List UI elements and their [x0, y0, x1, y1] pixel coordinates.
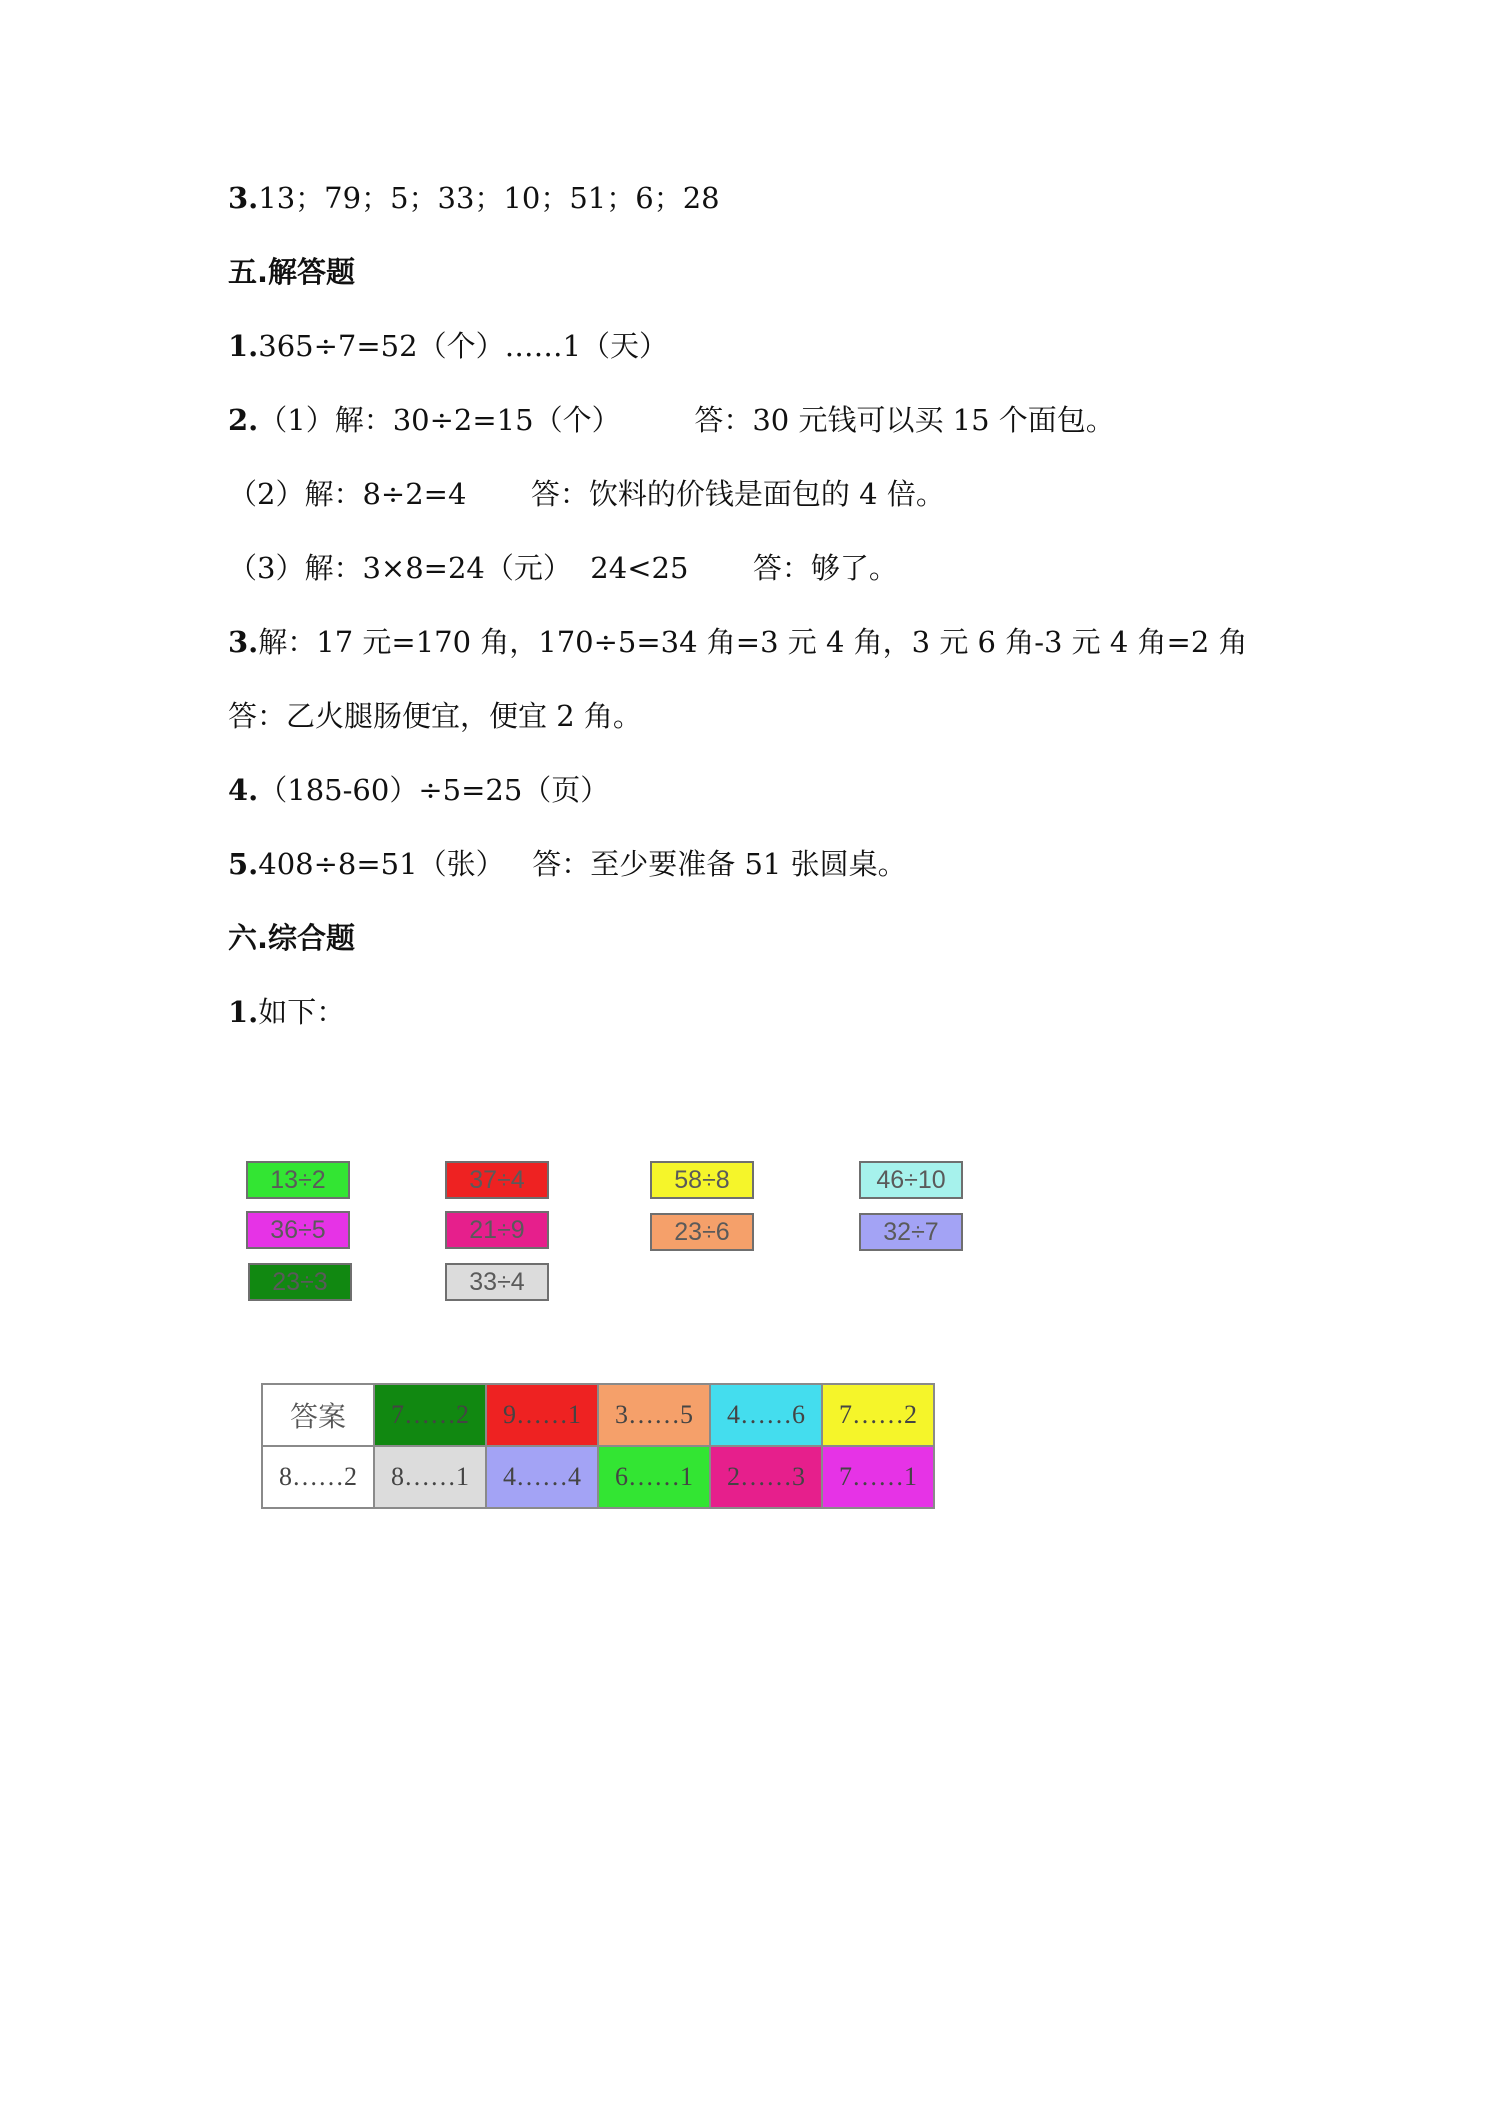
expression-box: 23÷3 [248, 1263, 352, 1301]
answer-line: 1.如下： [228, 995, 346, 1029]
expression-box: 58÷8 [650, 1161, 754, 1199]
table-header-cell: 答案 [262, 1384, 374, 1446]
table-row [262, 1384, 934, 1446]
expression-box: 32÷7 [859, 1213, 963, 1251]
expression-box: 21÷9 [445, 1211, 549, 1249]
expression-box: 23÷6 [650, 1213, 754, 1251]
table-row [262, 1446, 934, 1508]
section-heading: 五.解答题 [228, 255, 356, 289]
answer-cell: 2……3 [710, 1446, 822, 1508]
section-heading: 六.综合题 [228, 921, 356, 955]
expression-box: 36÷5 [246, 1211, 350, 1249]
answer-line: 答：乙火腿肠便宜，便宜 2 角。 [228, 699, 642, 733]
answer-line: （2）解：8÷2=4 答：饮料的价钱是面包的 4 倍。 [228, 477, 945, 511]
expression-box: 33÷4 [445, 1263, 549, 1301]
answer-cell: 8……2 [262, 1446, 374, 1508]
answer-line: 3.13；79；5；33；10；51；6；28 [228, 181, 720, 215]
expression-box: 13÷2 [246, 1161, 350, 1199]
answer-line: 4.（185-60）÷5=25（页） [228, 773, 610, 807]
expression-box: 37÷4 [445, 1161, 549, 1199]
answer-cell: 4……6 [710, 1384, 822, 1446]
answer-line: 1.365÷7=52（个）……1（天） [228, 329, 669, 363]
answer-cell: 8……1 [374, 1446, 486, 1508]
answer-line: 2.（1）解：30÷2=15（个） 答：30 元钱可以买 15 个面包。 [228, 403, 1115, 437]
answer-line: 3.解：17 元=170 角，170÷5=34 角=3 元 4 角，3 元 6 角-3 元 4 角=2 角 [228, 625, 1248, 659]
answer-cell: 7……1 [822, 1446, 934, 1508]
answer-cell: 7……2 [822, 1384, 934, 1446]
answer-cell: 6……1 [598, 1446, 710, 1508]
expression-box: 46÷10 [859, 1161, 963, 1199]
answer-table [261, 1383, 935, 1509]
answer-line: 5.408÷8=51（张） 答：至少要准备 51 张圆桌。 [228, 847, 907, 881]
answer-cell: 3……5 [598, 1384, 710, 1446]
answer-line: （3）解：3×8=24（元） 24<25 答：够了。 [228, 551, 898, 585]
answer-cell: 9……1 [486, 1384, 598, 1446]
answer-cell: 4……4 [486, 1446, 598, 1508]
answer-cell: 7……2 [374, 1384, 486, 1446]
